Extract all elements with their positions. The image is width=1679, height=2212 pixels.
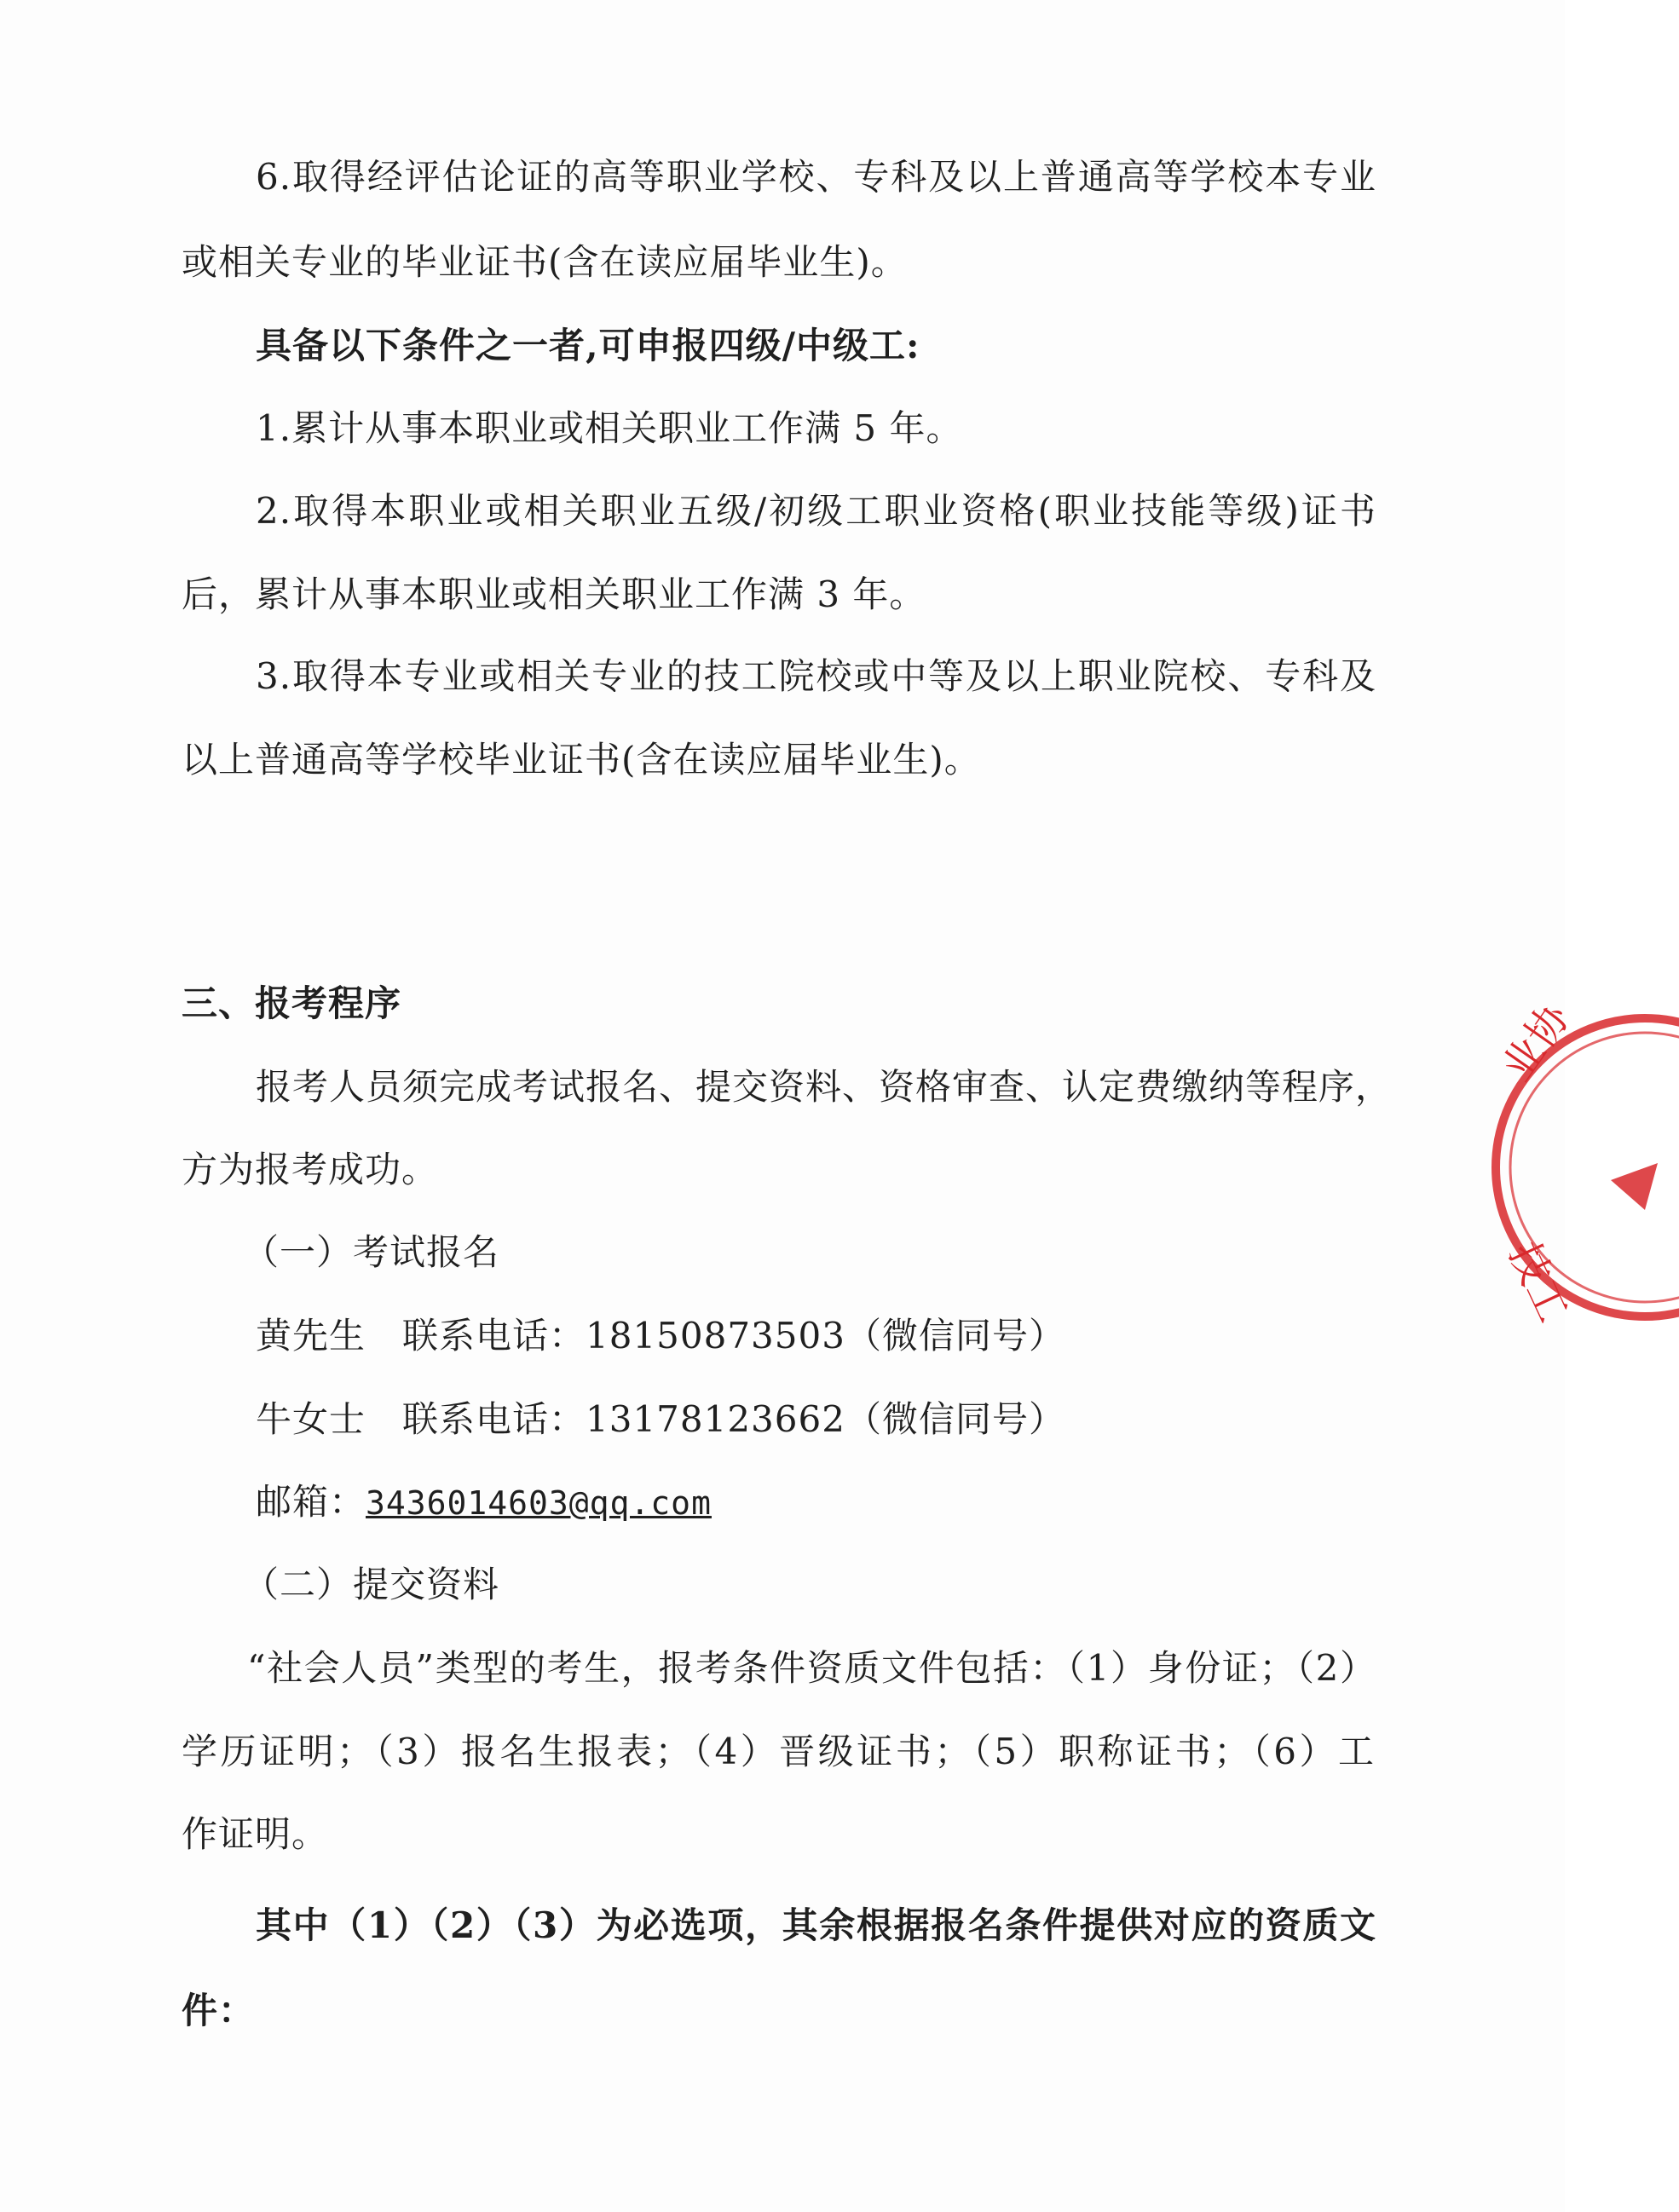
subsection-title: （二）提交资料 xyxy=(243,1564,500,1605)
paragraph-line: 1.累计从事本职业或相关职业工作满 5 年。 xyxy=(256,407,963,449)
official-seal xyxy=(1483,995,1679,1330)
contact-line: 牛女士 联系电话：13178123662（微信同号） xyxy=(256,1398,1065,1440)
contact-line: 黄先生 联系电话：18150873503（微信同号） xyxy=(256,1315,1065,1357)
paragraph-line: 其中（1）（2）（3）为必选项，其余根据报名条件提供对应的资质文 xyxy=(256,1904,1376,1946)
condition-heading: 具备以下条件之一者,可申报四级/中级工: xyxy=(256,325,920,366)
email-line xyxy=(256,1478,712,1527)
email-link[interactable]: 3436014603@qq.com xyxy=(366,1484,712,1522)
paragraph-line: 3.取得本专业或相关专业的技工院校或中等及以上职业院校、专科及 xyxy=(256,655,1376,697)
paragraph-line: 方为报考成功。 xyxy=(182,1149,439,1190)
paragraph-line: 报考人员须完成考试报名、提交资料、资格审查、认定费缴纳等程序， xyxy=(256,1066,1393,1108)
subsection-title: （一）考试报名 xyxy=(243,1231,500,1273)
seal-star xyxy=(1611,1163,1658,1210)
paragraph-line: 作证明。 xyxy=(182,1813,329,1855)
paragraph-line: 件： xyxy=(182,1990,256,2031)
section-title: 三、报考程序 xyxy=(182,982,402,1024)
paragraph-line: “社会人员”类型的考生，报考条件资质文件包括：（1）身份证；（2） xyxy=(247,1647,1376,1689)
paragraph-line: 或相关专业的毕业证书(含在读应届毕业生)。 xyxy=(182,241,908,283)
paragraph-line: 以上普通高等学校毕业证书(含在读应届毕业生)。 xyxy=(182,739,981,781)
seal-text-top: 业协 xyxy=(1492,995,1579,1090)
paragraph-line: 2.取得本职业或相关职业五级/初级工职业资格(职业技能等级)证书 xyxy=(256,490,1376,532)
paragraph-line: 学历证明；（3）报名生报表；（4）晋级证书；（5）职称证书；（6）工 xyxy=(182,1731,1375,1772)
paragraph-line: 6.取得经评估论证的高等职业学校、专科及以上普通高等学校本专业 xyxy=(256,156,1376,198)
paragraph-line: 后，累计从事本职业或相关职业工作满 3 年。 xyxy=(182,573,926,615)
seal-text-bottom: 技工 xyxy=(1499,1235,1578,1330)
email-label: 邮箱： xyxy=(256,1481,366,1523)
